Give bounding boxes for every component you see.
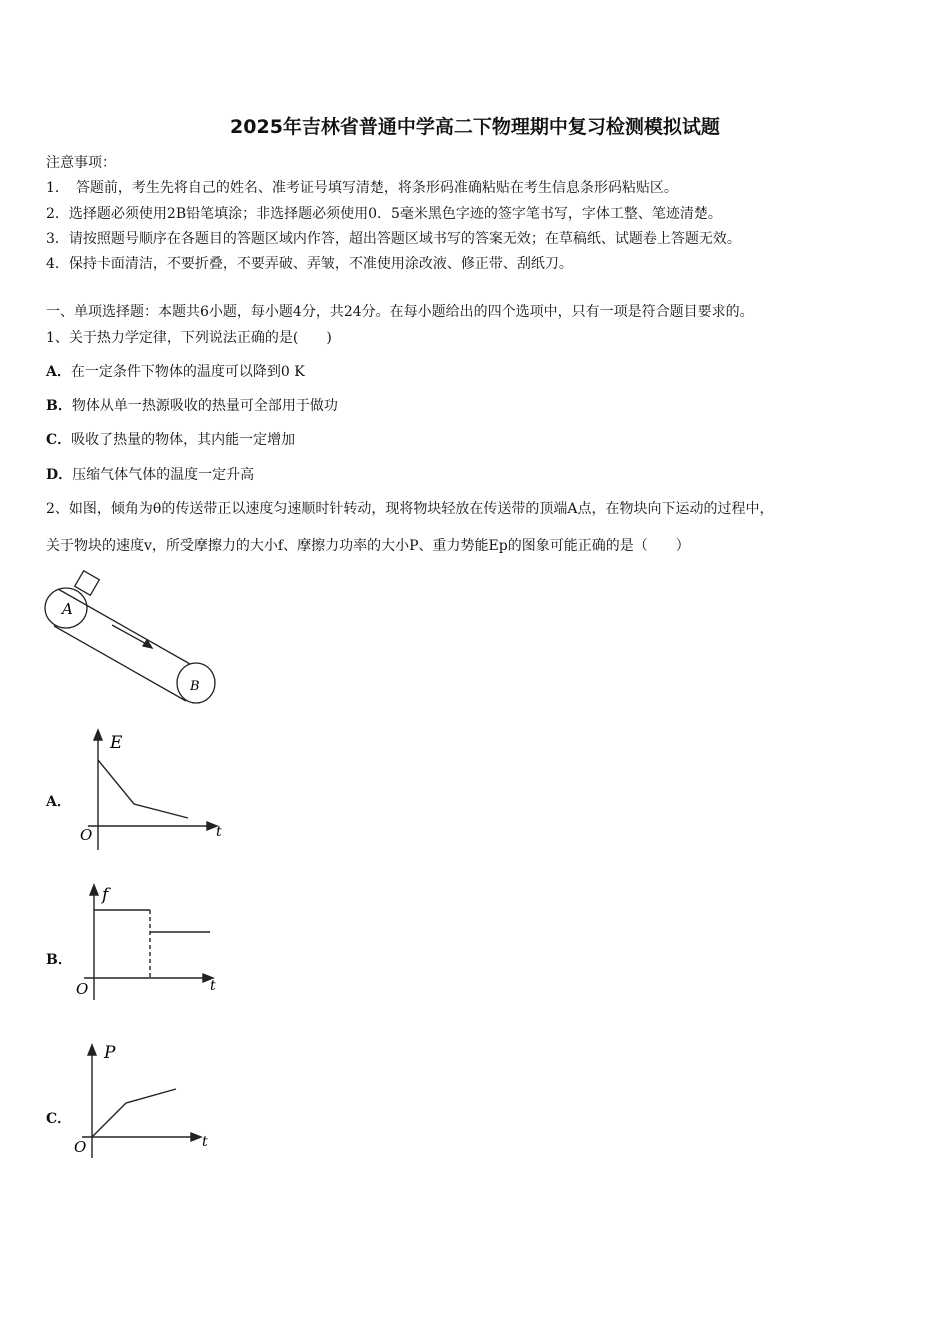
option-text: 压缩气体气体的温度一定升高 — [72, 467, 255, 483]
option-text: 物体从单一热源吸收的热量可全部用于做功 — [71, 398, 338, 414]
option-label: D． — [46, 467, 73, 483]
origin-label: O — [76, 980, 89, 998]
y-axis-label: E — [110, 733, 123, 753]
roller-label-b: B — [190, 679, 200, 694]
velocity-arrow — [112, 625, 150, 646]
y-axis-arrow — [88, 1045, 96, 1055]
notice-item: 3．请按照题号顺序在各题目的答题区域内作答，超出答题区域书写的答案无效；在草稿纸、试题卷上答题无效。 — [46, 231, 741, 247]
notice-item: 2．选择题必须使用2B铅笔填涂；非选择题必须使用0．5毫米黑色字迹的签字笔书写，字体工整、笔迹清楚。 — [46, 206, 722, 222]
notice-item: 4．保持卡面清洁，不要折叠，不要弄破、弄皱，不准使用涂改液、修正带、刮纸刀。 — [46, 256, 573, 272]
q2-option-a-graph — [76, 728, 226, 854]
q2-option-c-graph — [72, 1040, 222, 1162]
notice-heading: 注意事项： — [46, 155, 116, 171]
q2-option-c-label: C． — [46, 1111, 72, 1127]
option-text: 吸收了热量的物体，其内能一定增加 — [71, 432, 296, 448]
y-axis-label: f — [102, 885, 109, 905]
x-axis-label: t — [210, 978, 216, 994]
origin-label: O — [80, 826, 93, 844]
q2-option-b-graph — [72, 882, 222, 1004]
page-title: 2025年吉林省普通中学高二下物理期中复习检测模拟试题 — [230, 116, 720, 138]
x-axis-label: t — [216, 824, 222, 840]
power-curve — [92, 1089, 176, 1137]
q2-option-a-label: A． — [46, 794, 71, 810]
q1-option-b — [46, 395, 338, 415]
option-label: C． — [46, 432, 72, 448]
q1-option-a — [46, 361, 305, 381]
y-axis-label: P — [104, 1043, 116, 1063]
x-axis-label: t — [202, 1134, 208, 1150]
notice-item: 1． 答题前，考生先将自己的姓名、准考证号填写清楚，将条形码准确粘贴在考生信息条形码粘贴区。 — [46, 180, 678, 196]
roller-label-a: A — [62, 600, 73, 618]
question-2-stem-line1: 2、如图，倾角为θ的传送带正以速度匀速顺时针转动，现将物块轻放在传送带的顶端A点，在物块向下运动的过程中， — [46, 501, 774, 517]
ep-curve — [98, 760, 188, 818]
q1-option-c — [46, 429, 295, 449]
option-label: A． — [46, 364, 71, 380]
conveyor-belt-figure — [40, 570, 220, 710]
belt-upper-edge — [58, 589, 190, 664]
origin-label: O — [74, 1138, 87, 1156]
question-1-stem: 1、关于热力学定律，下列说法正确的是( ) — [46, 330, 332, 346]
option-text: 在一定条件下物体的温度可以降到0 K — [70, 364, 305, 380]
option-label: B． — [46, 398, 72, 414]
q2-option-b-label: B． — [46, 952, 72, 968]
belt-lower-edge — [54, 626, 186, 701]
y-axis-arrow — [94, 730, 102, 740]
x-axis-arrow — [191, 1133, 201, 1141]
y-axis-arrow — [90, 885, 98, 895]
question-2-stem-line2: 关于物块的速度v，所受摩擦力的大小f、摩擦力功率的大小P、重力势能Ep的图象可能正确的是（ ） — [46, 538, 690, 554]
q1-option-d — [46, 464, 254, 484]
section-heading: 一、单项选择题：本题共6小题，每小题4分，共24分。在每小题给出的四个选项中，只有一项是符合题目要求的。 — [46, 304, 754, 320]
